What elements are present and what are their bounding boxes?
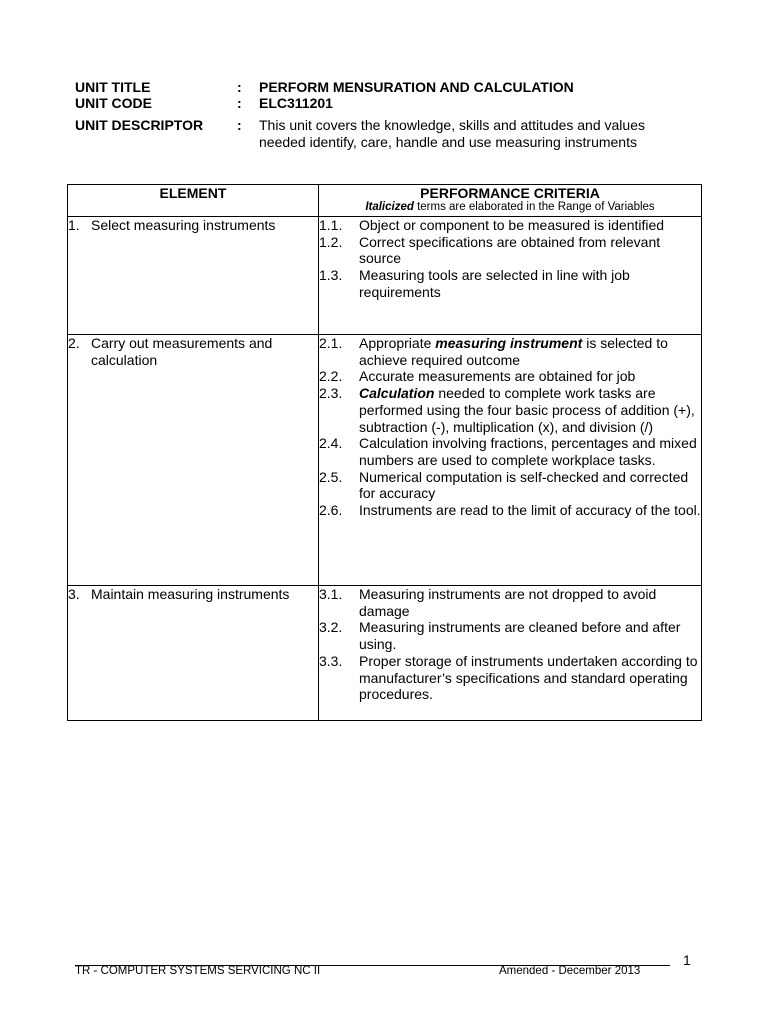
criterion-number: 2.4. (319, 435, 343, 452)
criterion-text: Measuring instruments are not dropped to avoid damage (359, 586, 657, 619)
criteria-cell (319, 217, 702, 335)
criterion-number: 3.1. (319, 586, 343, 602)
criteria-header-title: PERFORMANCE CRITERIA (420, 185, 600, 201)
unit-title-value: PERFORM MENSURATION AND CALCULATION (259, 79, 574, 95)
criterion-item (319, 586, 701, 619)
criterion-item (319, 335, 701, 368)
element-column-header (68, 185, 319, 217)
criteria-note-italic: Italicized (365, 201, 414, 213)
criterion-text: Instruments are read to the limit of accuracy of the tool. (359, 502, 701, 519)
performance-criteria-table (67, 184, 702, 721)
element-cell (68, 586, 319, 721)
criterion-item (319, 619, 701, 652)
table-row (68, 217, 702, 335)
criterion-item (319, 653, 701, 703)
criterion-text-post: is selected to achieve required outcome (359, 335, 668, 368)
criterion-item (319, 435, 701, 468)
criterion-number: 2.3. (319, 385, 343, 402)
criterion-number: 1.2. (319, 233, 343, 250)
criterion-number: 2.6. (319, 502, 343, 519)
criterion-text-pre: Appropriate (359, 335, 436, 351)
element-number: 3. (68, 586, 80, 602)
criterion-text: Proper storage of instruments undertaken according to manufacturer’s specifications and standard operating procedures. (359, 652, 698, 703)
criterion-number: 1.1. (319, 217, 343, 233)
criterion-item (319, 502, 701, 519)
element-text: Carry out measurements and calculation (91, 335, 273, 368)
criterion-item (319, 469, 701, 502)
criterion-text-italic: Calculation (359, 385, 435, 402)
criterion-text: Correct specifications are obtained from relevant source (359, 233, 661, 267)
criterion-text-italic: measuring instrument (435, 335, 583, 351)
element-text: Maintain measuring instruments (91, 586, 290, 602)
criteria-header-note (319, 201, 701, 214)
criterion-item (319, 267, 701, 300)
element-header-label: ELEMENT (159, 185, 227, 201)
criterion-text: Calculation involving fractions, percentages and mixed numbers are used to complete workplace tasks. (359, 435, 697, 468)
unit-code-value: ELC311201 (259, 95, 333, 111)
criterion-number: 2.5. (319, 468, 343, 485)
unit-descriptor-line1: This unit covers the knowledge, skills and attitudes and values (259, 117, 645, 133)
criterion-item (319, 217, 701, 234)
table-row (68, 335, 702, 586)
criterion-item (319, 385, 701, 435)
unit-title-label: UNIT TITLE (75, 79, 151, 95)
criterion-text: Object or component to be measured is identified (359, 217, 665, 233)
page-number: 1 (683, 952, 691, 968)
colon: : (237, 117, 242, 133)
criterion-item (319, 368, 701, 385)
element-cell (68, 335, 319, 586)
criteria-note-rest: terms are elaborated in the Range of Variables (413, 201, 655, 213)
colon: : (237, 95, 242, 111)
colon: : (237, 79, 242, 95)
criterion-text: Measuring instruments are cleaned before and after using. (359, 619, 681, 653)
unit-code-label: UNIT CODE (75, 95, 152, 111)
criterion-number: 3.2. (319, 619, 343, 636)
criterion-number: 2.2. (319, 368, 343, 385)
unit-descriptor-label: UNIT DESCRIPTOR (75, 117, 204, 133)
criterion-number: 1.3. (319, 267, 343, 284)
footer-right-text: Amended - December 2013 (499, 965, 641, 977)
unit-descriptor-line2: needed identify, care, handle and use measuring instruments (259, 134, 637, 150)
criterion-item (319, 234, 701, 267)
criterion-text: Accurate measurements are obtained for job (359, 368, 636, 385)
footer-left-text: TR - COMPUTER SYSTEMS SERVICING NC II (75, 965, 321, 977)
criteria-cell (319, 586, 702, 721)
element-number: 1. (68, 217, 80, 233)
criterion-number: 2.1. (319, 335, 343, 351)
criterion-number: 3.3. (319, 652, 343, 669)
element-text: Select measuring instruments (91, 217, 276, 233)
criterion-text: Numerical computation is self-checked and corrected for accuracy (359, 468, 689, 502)
table-row (68, 586, 702, 721)
criteria-column-header (319, 185, 702, 217)
criteria-cell (319, 335, 702, 586)
criterion-text-post: needed to complete work tasks are performed using the four basic process of addition (+), subtraction (-), multiplication (x), and division (/) (359, 385, 695, 435)
element-cell (68, 217, 319, 335)
element-number: 2. (68, 335, 80, 351)
criterion-text: Measuring tools are selected in line with job requirements (359, 267, 630, 300)
